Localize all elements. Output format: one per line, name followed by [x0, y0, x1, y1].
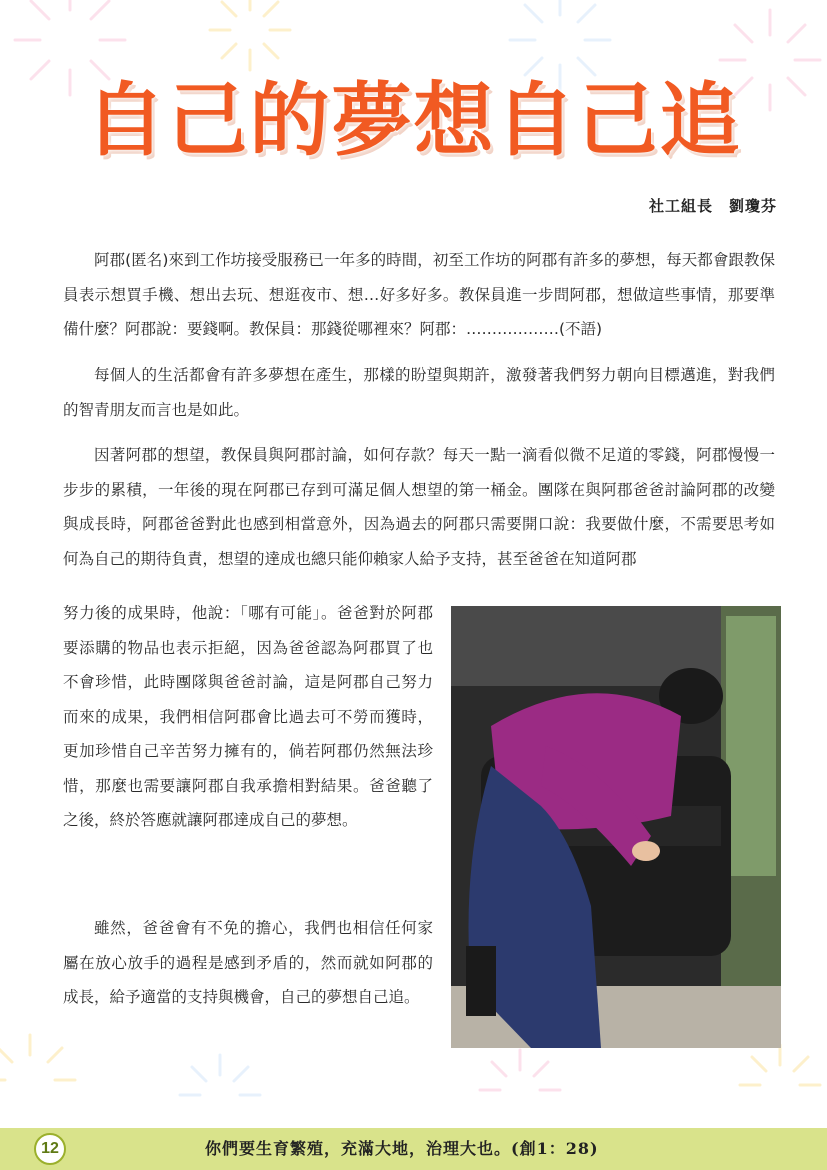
article-photo [451, 606, 781, 1048]
author-name: 劉瓊芬 [728, 197, 777, 215]
paragraph: 阿郡(匿名)來到工作坊接受服務已一年多的時間，初至工作坊的阿郡有許多的夢想，每天都會跟教保員表示想買手機、想出去玩、想逛夜市、想…好多好多。教保員進一步問阿郡，想做這些事情，那要準備什麼？阿郡說：要錢啊。教保員：那錢從哪裡來？阿郡：………………(不語) [63, 251, 775, 338]
paragraph: 雖然，爸爸會有不免的擔心，我們也相信任何家屬在放心放手的過程是感到矛盾的，然而就如阿郡的成長，給予適當的支持與機會，自己的夢想自己追。 [63, 919, 433, 1006]
paragraph-2-block [63, 358, 775, 427]
page-number: 12 [34, 1133, 66, 1165]
footer-verse: 你們要生育繁殖，充滿大地，治理大也。(創1：28) [205, 1139, 599, 1158]
paragraph-5-block [63, 911, 433, 1015]
paragraph: 每個人的生活都會有許多夢想在產生，那樣的盼望與期許，激發著我們努力朝向目標邁進，對我們的智青朋友而言也是如此。 [63, 366, 775, 419]
paragraph-3-block [63, 438, 775, 576]
paragraph: 努力後的成果時，他說：「哪有可能」。爸爸對於阿郡要添購的物品也表示拒絕，因為爸爸認為阿郡買了也不會珍惜，此時團隊與爸爸討論，這是阿郡自己努力而來的成果，我們相信阿郡會比過去可不勞而獲時，更加珍惜自己辛苦努力擁有的，倘若阿郡仍然無法珍惜，那麼也需要讓阿郡自我承擔相對結果。爸爸聽了之後，終於答應就讓阿郡達成自己的夢想。 [63, 604, 433, 829]
paragraph-1-block [63, 243, 775, 347]
author-byline [649, 195, 777, 216]
paragraph-4-block [63, 596, 433, 838]
page-title: 自己的夢想自己追 [85, 73, 742, 167]
author-role: 社工組長 [648, 197, 713, 215]
paragraph: 因著阿郡的想望，教保員與阿郡討論，如何存款？每天一點一滴看似微不足道的零錢，阿郡慢慢一步步的累積，一年後的現在阿郡已存到可滿足個人想望的第一桶金。團隊在與阿郡爸爸討論阿郡的改變與成長時，阿郡爸爸對此也感到相當意外，因為過去的阿郡只需要開口說：我要做什麼，不需要思考如何為自己的期待負責，想望的達成也總只能仰賴家人給予支持，甚至爸爸在知道阿郡 [63, 446, 775, 568]
